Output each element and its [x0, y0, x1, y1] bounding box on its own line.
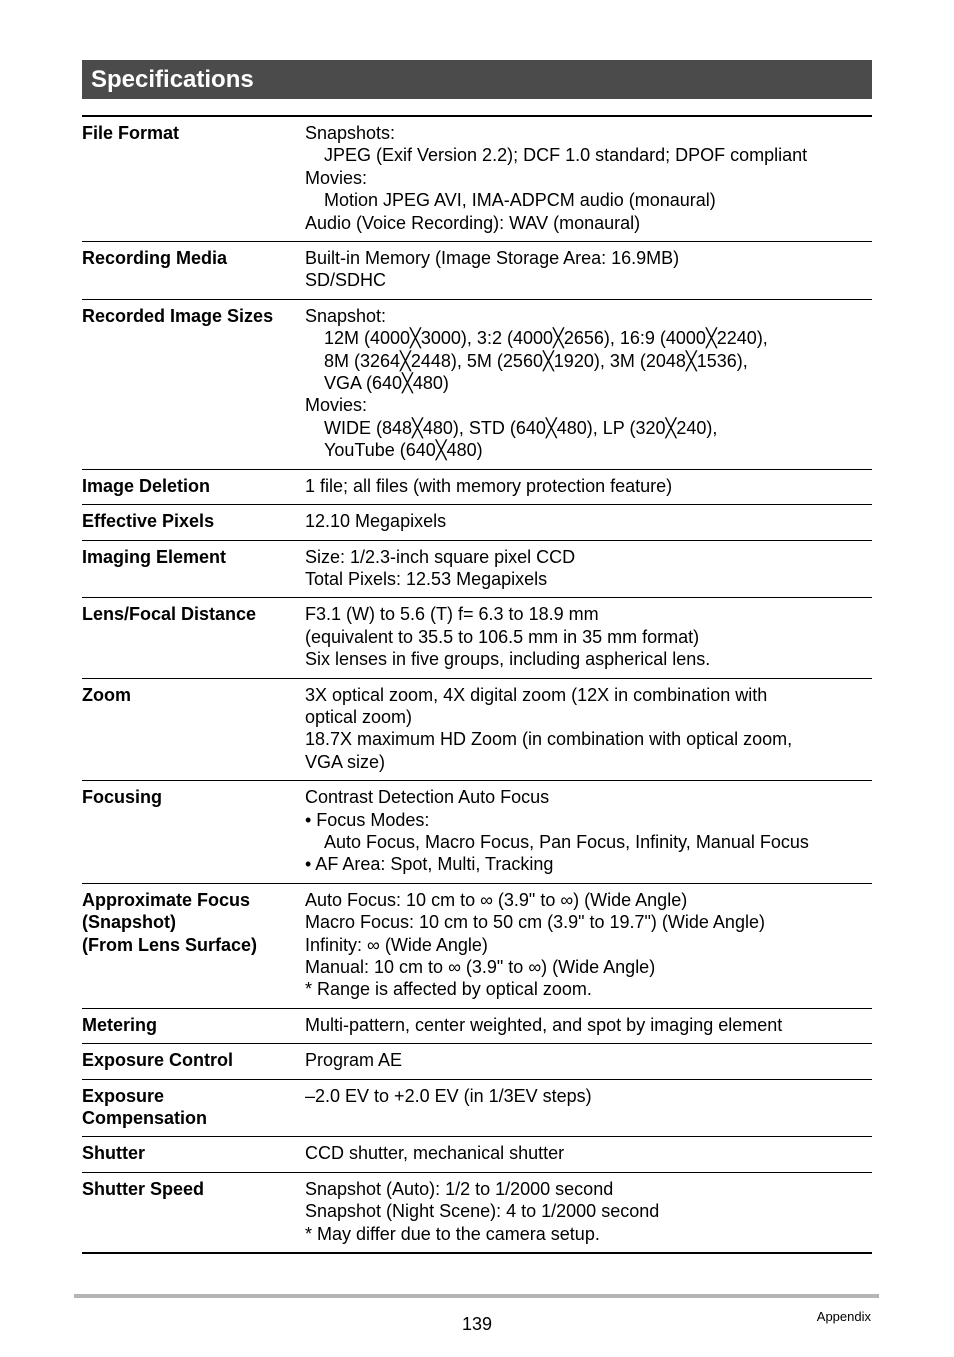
spec-value — [305, 1049, 872, 1071]
spec-value-line: Total Pixels: 12.53 Megapixels — [305, 568, 548, 589]
spec-value-line: 8M (3264╳2448), 5M (2560╳1920), 3M (2048╳1536), — [324, 350, 748, 371]
spec-label — [82, 122, 305, 234]
spec-label-line: Approximate Focus — [82, 889, 251, 910]
spec-label-line: Lens/Focal Distance — [82, 604, 257, 625]
spec-value-line: CCD shutter, mechanical shutter — [305, 1143, 565, 1164]
spec-value-line: Motion JPEG AVI, IMA-ADPCM audio (monaural) — [324, 190, 716, 211]
spec-row — [82, 241, 872, 299]
spec-label-line: Effective Pixels — [82, 511, 215, 532]
spec-value-line: 1 file; all files (with memory protection feature) — [305, 475, 673, 496]
spec-row — [82, 883, 872, 1008]
spec-row — [82, 469, 872, 504]
spec-label-line: File Format — [82, 123, 180, 143]
spec-value-line: F3.1 (W) to 5.6 (T) f= 6.3 to 18.9 mm — [305, 604, 599, 625]
spec-value-line: * May differ due to the camera setup. — [305, 1223, 600, 1244]
spec-row — [82, 117, 872, 241]
spec-value-line: Snapshot (Night Scene): 4 to 1/2000 second — [305, 1201, 660, 1222]
spec-value-line: Auto Focus: 10 cm to ∞ (3.9" to ∞) (Wide Angle) — [305, 889, 688, 910]
spec-label — [82, 475, 305, 497]
spec-value-line: Size: 1/2.3-inch square pixel CCD — [305, 546, 576, 567]
spec-value-line: SD/SDHC — [305, 270, 387, 291]
spec-value-line: optical zoom) — [305, 706, 413, 727]
spec-label — [82, 603, 305, 670]
spec-value-line: Infinity: ∞ (Wide Angle) — [305, 934, 488, 955]
spec-row — [82, 1008, 872, 1043]
spec-value — [305, 684, 872, 774]
spec-row — [82, 1079, 872, 1137]
spec-row — [82, 299, 872, 469]
spec-value-line: Program AE — [305, 1050, 403, 1071]
spec-label-line: Exposure — [82, 1085, 165, 1106]
spec-label — [82, 305, 305, 462]
spec-label-line: (Snapshot) — [82, 912, 176, 933]
spec-value-line: * Range is affected by optical zoom. — [305, 979, 592, 1000]
spec-value — [305, 786, 872, 876]
spec-value — [305, 475, 872, 497]
spec-value-line: 3X optical zoom, 4X digital zoom (12X in combination with — [305, 684, 768, 705]
footer-divider — [74, 1294, 879, 1298]
spec-value — [305, 1014, 872, 1036]
spec-value-line: • Focus Modes: — [305, 809, 430, 830]
spec-label — [82, 1178, 305, 1245]
spec-label-line: Focusing — [82, 787, 162, 808]
spec-label-line: Compensation — [82, 1108, 208, 1129]
spec-value-line: Snapshot: — [305, 305, 387, 326]
spec-value-line: Macro Focus: 10 cm to 50 cm (3.9" to 19.7") (Wide Angle) — [305, 912, 765, 933]
spec-label — [82, 546, 305, 591]
spec-value-line: Manual: 10 cm to ∞ (3.9" to ∞) (Wide Angle) — [305, 957, 656, 977]
spec-label — [82, 1014, 305, 1036]
spec-label-line: Image Deletion — [82, 475, 211, 496]
spec-row — [82, 540, 872, 598]
spec-value-line: VGA (640╳480) — [324, 373, 449, 394]
spec-label-line: Shutter — [82, 1143, 145, 1164]
spec-row — [82, 780, 872, 883]
spec-value-line: –2.0 EV to +2.0 EV (in 1/3EV steps) — [305, 1085, 592, 1106]
page-title: Specifications — [82, 60, 872, 99]
spec-value-line: 18.7X maximum HD Zoom (in combination with optical zoom, — [305, 729, 793, 750]
spec-value-line: Movies: — [305, 167, 368, 188]
spec-label — [82, 889, 305, 1001]
spec-value — [305, 305, 872, 462]
spec-label — [82, 1049, 305, 1071]
spec-value-line: Built-in Memory (Image Storage Area: 16.9MB) — [305, 248, 680, 269]
spec-value-line: Snapshots: — [305, 123, 396, 143]
spec-label — [82, 684, 305, 774]
spec-value-line: Six lenses in five groups, including aspherical lens. — [305, 649, 711, 670]
spec-value-line: • AF Area: Spot, Multi, Tracking — [305, 854, 554, 875]
section-name: Appendix — [816, 1309, 871, 1324]
spec-value — [305, 122, 872, 234]
spec-label-line: Zoom — [82, 684, 131, 705]
spec-label-line: Imaging Element — [82, 546, 227, 567]
spec-label — [82, 247, 305, 292]
spec-label-line: Shutter Speed — [82, 1178, 205, 1199]
spec-value-line: Auto Focus, Macro Focus, Pan Focus, Infinity, Manual Focus — [324, 831, 809, 852]
spec-value — [305, 546, 872, 591]
spec-value-line: Audio (Voice Recording): WAV (monaural) — [305, 212, 641, 233]
spec-label-line: (From Lens Surface) — [82, 934, 258, 955]
spec-row — [82, 504, 872, 539]
spec-label-line: Exposure Control — [82, 1050, 234, 1071]
page-number: 139 — [461, 1314, 493, 1334]
spec-value-line: Snapshot (Auto): 1/2 to 1/2000 second — [305, 1178, 614, 1199]
spec-value-line: Movies: — [305, 395, 368, 416]
spec-row — [82, 1136, 872, 1171]
spec-value-line: WIDE (848╳480), STD (640╳480), LP (320╳240), — [324, 417, 718, 438]
spec-row — [82, 1172, 872, 1252]
spec-value-line: (equivalent to 35.5 to 106.5 mm in 35 mm format) — [305, 626, 700, 647]
spec-value — [305, 603, 872, 670]
spec-row — [82, 1043, 872, 1078]
spec-label-line: Metering — [82, 1014, 158, 1035]
spec-value — [305, 1178, 872, 1245]
spec-value-line: Multi-pattern, center weighted, and spot by imaging element — [305, 1014, 783, 1035]
spec-value-line: JPEG (Exif Version 2.2); DCF 1.0 standard; DPOF compliant — [324, 145, 808, 166]
spec-row — [82, 597, 872, 677]
spec-value — [305, 1142, 872, 1164]
spec-value — [305, 510, 872, 532]
spec-value — [305, 889, 872, 1001]
specifications-table — [82, 115, 872, 1254]
spec-label — [82, 1085, 305, 1130]
spec-value-line: VGA size) — [305, 751, 386, 772]
spec-value — [305, 1085, 872, 1130]
spec-value-line: YouTube (640╳480) — [324, 440, 483, 461]
spec-label-line: Recording Media — [82, 248, 228, 269]
spec-value-line: 12M (4000╳3000), 3:2 (4000╳2656), 16:9 (4000╳2240), — [324, 328, 768, 349]
spec-label — [82, 510, 305, 532]
spec-row — [82, 678, 872, 781]
spec-value — [305, 247, 872, 292]
spec-label-line: Recorded Image Sizes — [82, 305, 274, 326]
spec-value-line: 12.10 Megapixels — [305, 511, 447, 532]
spec-value-line: Contrast Detection Auto Focus — [305, 787, 550, 808]
spec-label — [82, 786, 305, 876]
spec-label — [82, 1142, 305, 1164]
